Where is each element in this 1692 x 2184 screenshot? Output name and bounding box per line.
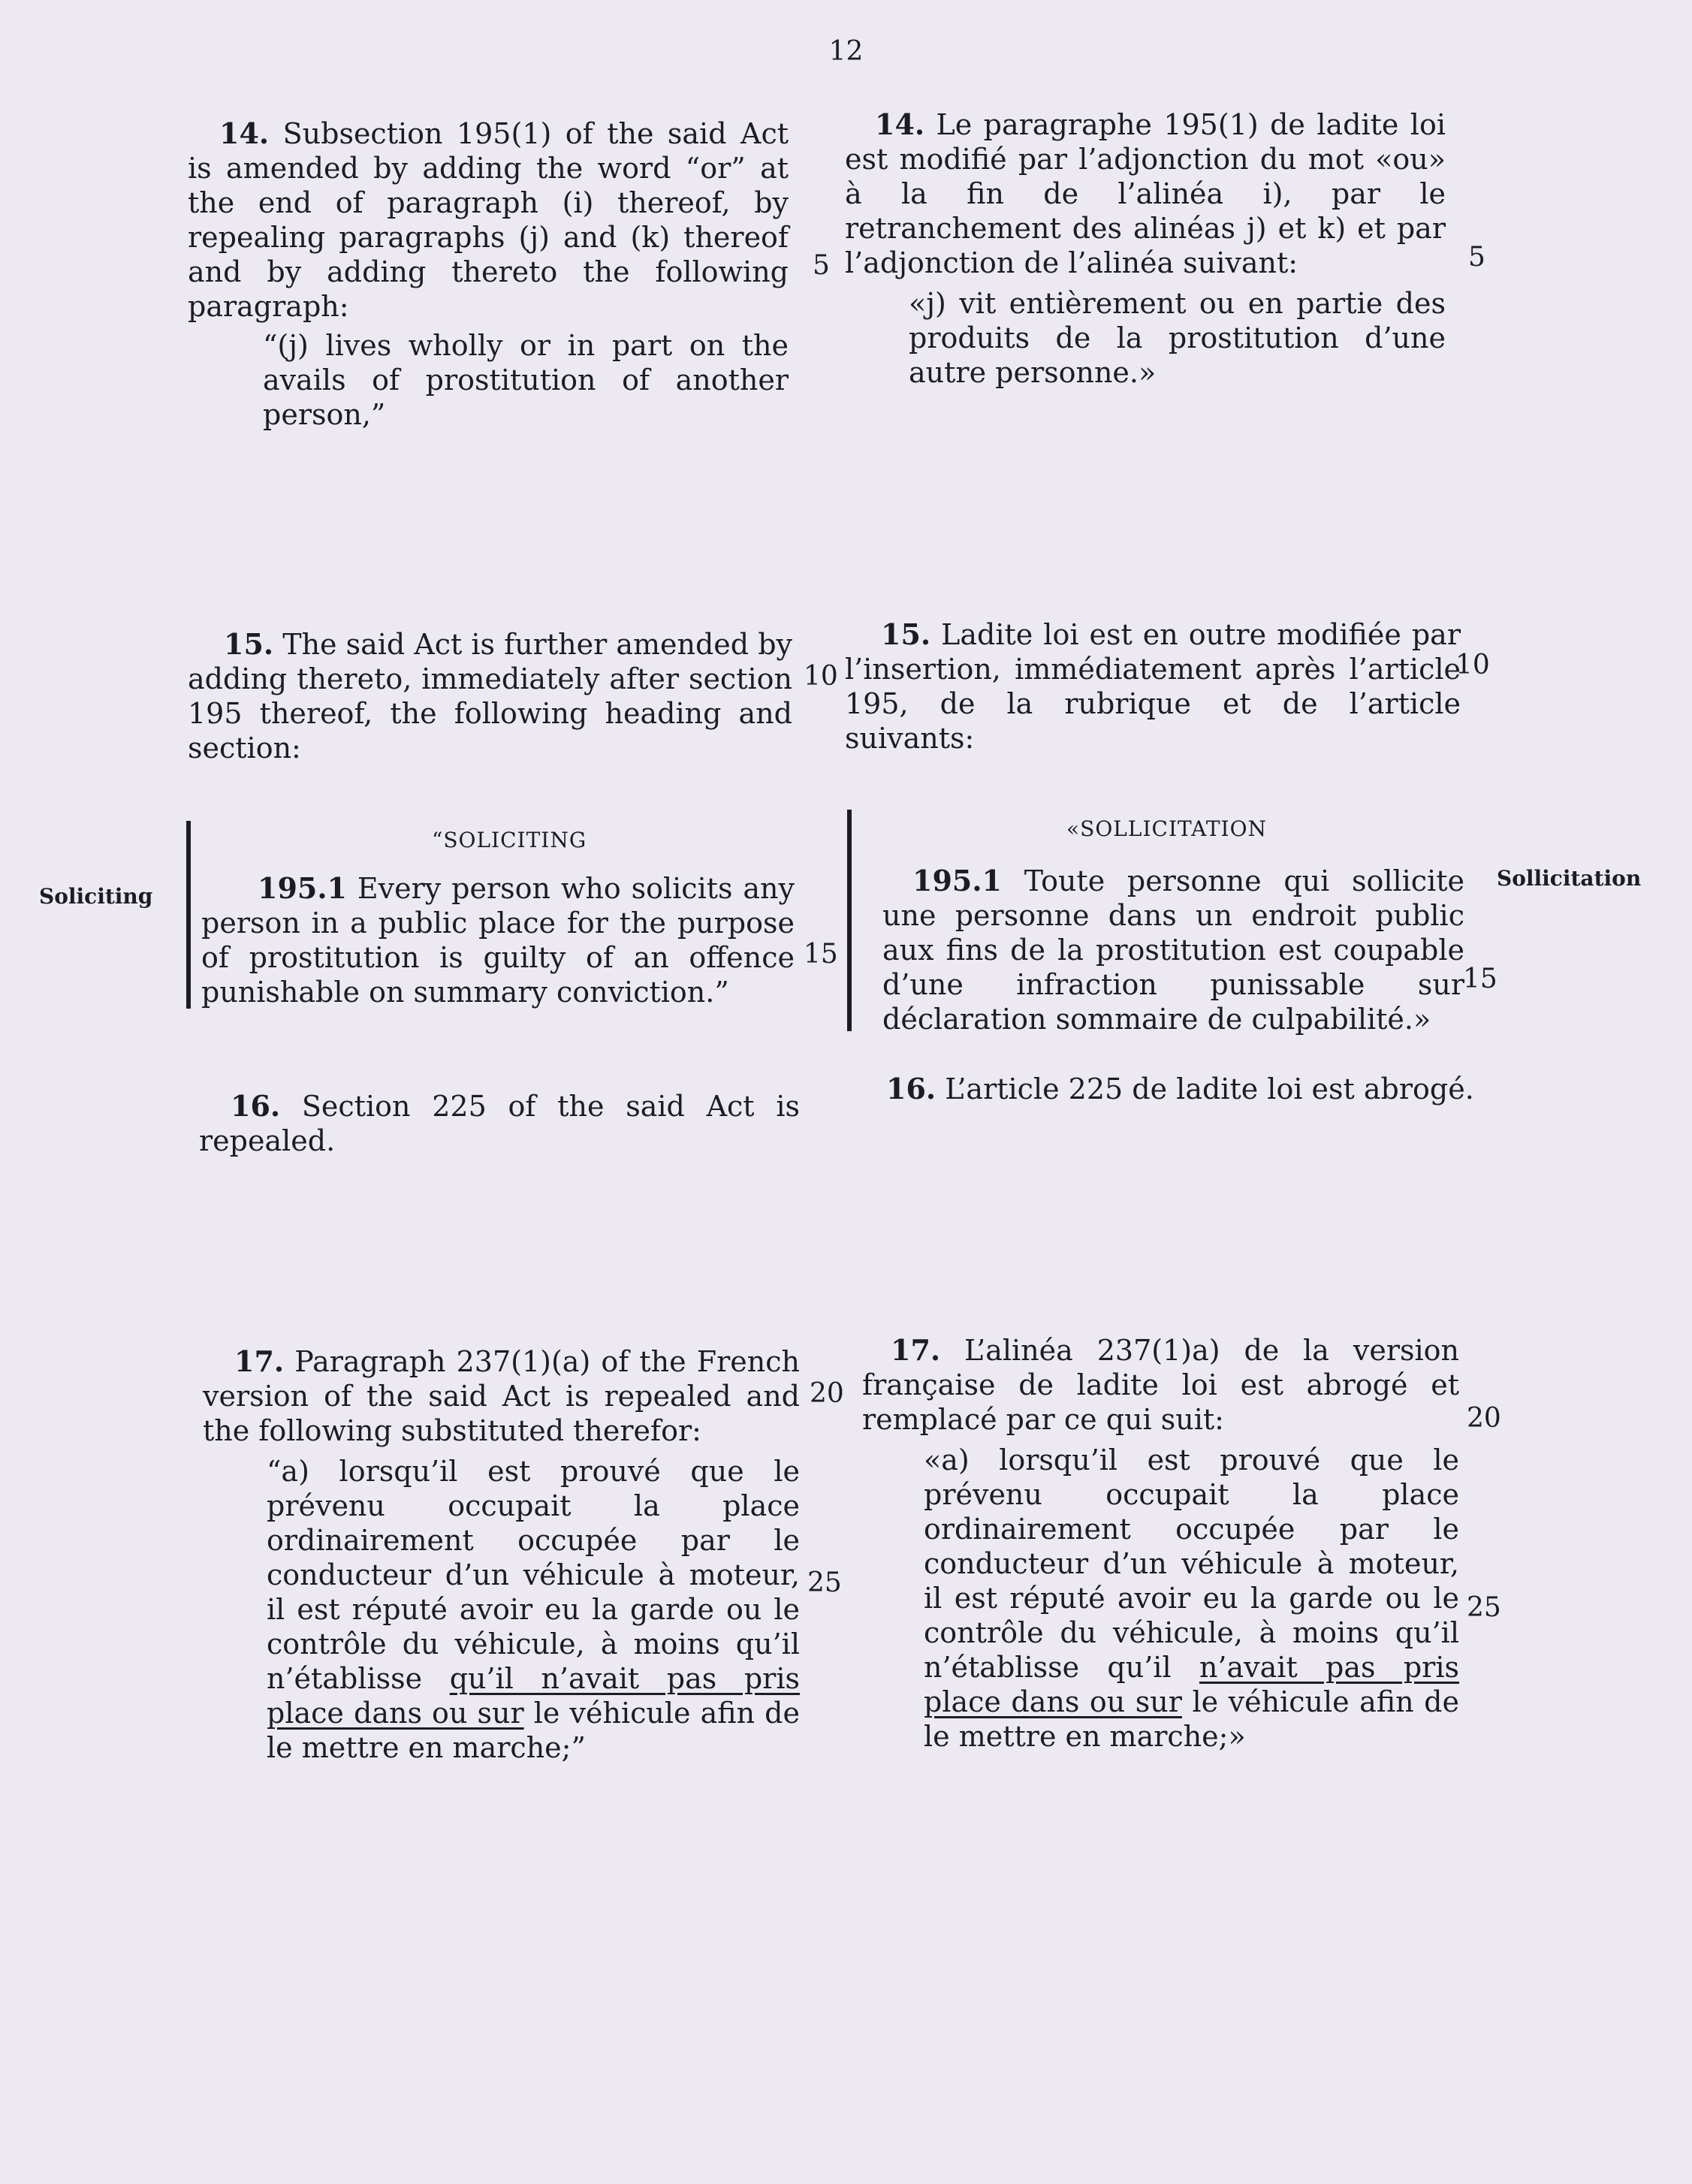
en-s17-quote-part2: le véhicule afin de le mettre en marche;” [267,1697,800,1764]
en-s14-text: Subsection 195(1) of the said Act is amended by adding the word “or” at the end of paragraph (i) thereof, by repealing paragraphs (j) and (k) thereof and by adding thereto the following paragraph: [188,117,789,323]
fr-line-number-20: 20 [1467,1403,1501,1434]
fr-s15-number: 15. [881,617,931,651]
fr-s17-quote-part2: le véhicule afin de le mettre en marche;» [924,1685,1459,1753]
fr-margin-note: Sollicitation [1497,866,1642,891]
en-line-number-10: 10 [804,661,838,692]
fr-s16-text: L’article 225 de ladite loi est abrogé. [945,1072,1474,1106]
fr-line-number-15: 15 [1463,964,1497,994]
fr-s14-number: 14. [875,107,925,141]
fr-s17-text: L’alinéa 237(1)a) de la version française de ladite loi est abrogé et remplacé par ce qui suit: [862,1334,1459,1436]
fr-s195-1-number: 195.1 [912,864,1002,897]
fr-s15-subsection [882,864,1464,1036]
fr-section-17 [862,1333,1459,1754]
en-section-14 [188,116,789,432]
en-section-16 [199,1089,800,1158]
fr-s17-number: 17. [891,1333,941,1367]
en-revision-bar [186,821,191,1009]
en-section-17 [203,1344,800,1765]
en-margin-note: Soliciting [39,884,153,909]
fr-section-14 [845,107,1446,390]
fr-revision-bar [847,810,852,1031]
en-s17-text: Paragraph 237(1)(a) of the French version of the said Act is repealed and the following substituted therefor: [203,1345,800,1447]
fr-section-16 [886,1072,1487,1106]
fr-s17-quote-part1: «a) lorsqu’il est prouvé que le prévenu occupait la place ordinairement occupée par le conducteur d’un véhicule à moteur, il est réputé avoir eu la garde ou le contrôle du véhicule, à moins qu’il n’établisse qu’il [924,1443,1459,1684]
fr-line-number-5: 5 [1468,242,1485,273]
fr-line-number-25: 25 [1467,1592,1501,1623]
en-s15-subsection [201,871,795,1009]
en-line-number-25: 25 [807,1567,842,1598]
en-s15-heading: “SOLICITING [432,828,587,852]
fr-s16-number: 16. [886,1072,936,1106]
en-s14-quote: “(j) lives wholly or in part on the avails of prostitution of another person,” [263,329,789,431]
en-s14-number: 14. [219,116,270,150]
fr-s14-quote: «j) vit entièrement ou en partie des produits de la prostitution d’une autre personne.» [909,287,1446,389]
en-s17-number: 17. [234,1344,285,1378]
en-line-number-15: 15 [804,939,838,970]
fr-section-15 [845,617,1461,756]
en-line-number-5: 5 [813,250,830,281]
en-s195-1-text: Every person who solicits any person in a public place for the purpose of prostitution is guilty of an offence punishable on summary conviction.” [201,872,795,1009]
fr-s17-quote-underlined: n’avait pas pris place dans ou sur [924,1651,1459,1718]
en-line-number-20: 20 [810,1378,844,1409]
en-s17-quote-part1: “a) lorsqu’il est prouvé que le prévenu occupait la place ordinairement occupée par le conducteur d’un véhicule à moteur, il est réputé avoir eu la garde ou le contrôle du véhicule, à moins qu’il n’établisse [267,1455,800,1695]
en-s16-text: Section 225 of the said Act is repealed. [199,1090,800,1157]
fr-s14-text: Le paragraphe 195(1) de ladite loi est modifié par l’adjonction du mot «ou» à la fin de l’alinéa i), par le retranchement des alinéas j) et k) et par l’adjonction de l’alinéa suivant: [845,108,1446,279]
en-s16-number: 16. [231,1089,281,1123]
en-s195-1-number: 195.1 [258,871,347,905]
en-section-15 [188,627,792,765]
page-number: 12 [828,36,864,67]
en-s15-number: 15. [224,627,274,661]
fr-line-number-10: 10 [1455,650,1490,680]
en-s15-text: The said Act is further amended by adding thereto, immediately after section 195 thereof, the following heading and section: [188,628,792,765]
fr-s195-1-text: Toute personne qui sollicite une personne dans un endroit public aux fins de la prostitution est coupable d’une infraction punissable sur déclaration sommaire de culpabilité.» [882,864,1464,1036]
en-s17-quote-underlined: qu’il n’avait pas pris place dans ou sur [267,1662,800,1730]
fr-s15-heading: «SOLLICITATION [1066,816,1268,841]
fr-s15-text: Ladite loi est en outre modifiée par l’insertion, immédiatement après l’article 195, de la rubrique et de l’article suivants: [845,618,1461,755]
